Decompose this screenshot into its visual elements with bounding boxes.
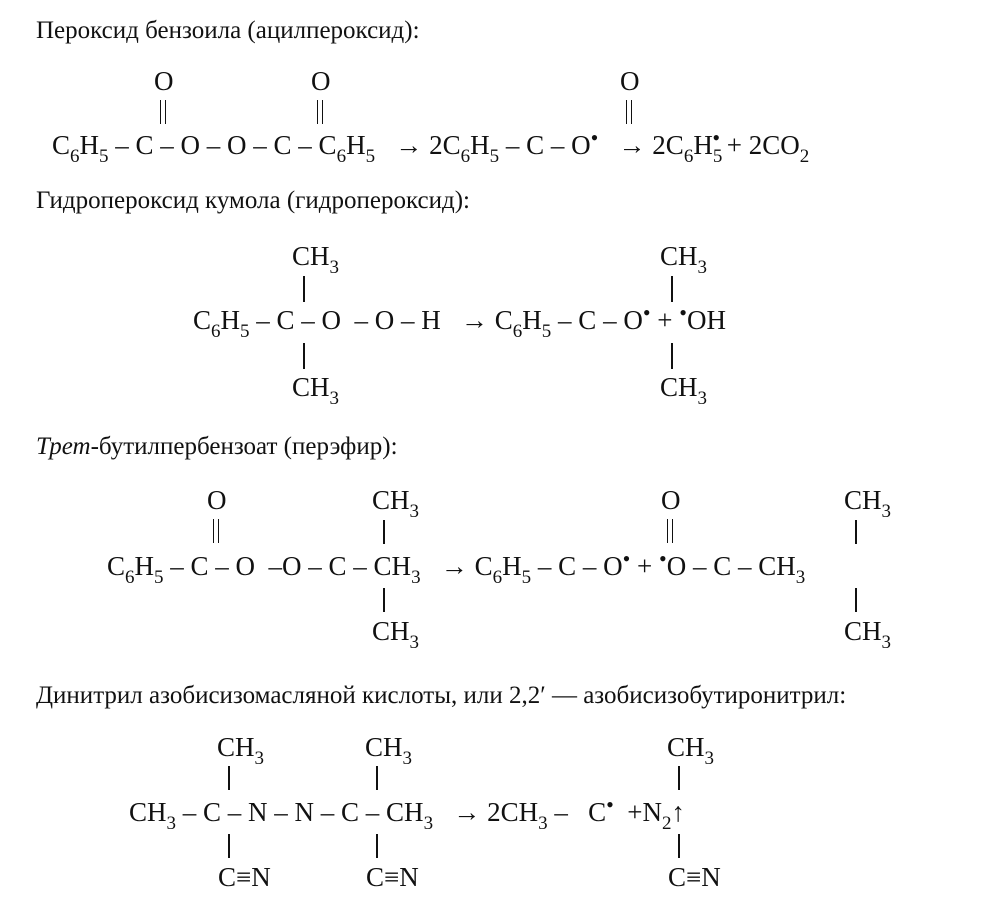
coefficient: 2 [748, 130, 763, 160]
oxygen-top-1: O [154, 66, 174, 96]
subscript: 6 [683, 146, 694, 167]
atom-o: O [571, 130, 591, 160]
atom-h: H [79, 130, 100, 160]
heading-azobisisobutyronitrile: Динитрил азобисизомасляной кислоты, или 2,2′ — азобисизобутиронитрил: [36, 682, 847, 709]
oxygen-top-4: O [207, 485, 227, 515]
bond: – [298, 130, 312, 160]
molecule-co: CO [762, 130, 800, 160]
subscript: 5 [712, 146, 723, 167]
atom-c: C [526, 130, 545, 160]
atom-h: H [470, 130, 490, 160]
methyl-top-6: $CH_3$ [365, 732, 413, 769]
subscript: 2 [799, 146, 810, 167]
bond: – [253, 130, 267, 160]
subscript: 5 [489, 146, 500, 167]
formula-line-1 [52, 125, 810, 167]
heading-cumene-hydroperoxide: Гидропероксид кумола (гидропероксид): [36, 187, 470, 214]
bond-vertical [376, 766, 378, 790]
double-bond-1 [160, 100, 166, 124]
bond-vertical [671, 276, 673, 302]
atom-c: C [52, 130, 71, 160]
bond-vertical [678, 834, 680, 858]
nitrile-3: C≡N [668, 862, 721, 892]
coefficient: 2 [429, 130, 443, 160]
bond: – [115, 130, 129, 160]
atom-c: C [665, 130, 684, 160]
formula-line-3: $C_6H_5$ – C – O –O – C – $CH_3$ → $C_6H_5 - C - O^• + ^•O - C - CH_3$ [107, 546, 806, 588]
heading-tert-butyl-perbenzoate: Трет-бутилпербензоат (перэфир): [36, 433, 398, 460]
bond-vertical [303, 276, 305, 302]
bond: – [505, 130, 520, 160]
bond-vertical [678, 766, 680, 790]
subscript: 6 [70, 146, 80, 167]
reaction-arrow: → [395, 130, 423, 160]
methyl-bottom-right: $CH_3$ [660, 372, 708, 409]
methyl-top-3: $CH_3$ [372, 485, 420, 522]
bond: – [160, 130, 174, 160]
methyl-top-left: $CH_3$ [292, 241, 340, 278]
radical-dot: • [712, 125, 721, 150]
atom-c: C [273, 130, 292, 160]
methyl-bottom-3: $CH_3$ [372, 616, 420, 653]
bond: – [206, 130, 221, 160]
atom-o: O [180, 130, 201, 160]
nitrile-2: C≡N [366, 862, 419, 892]
methyl-bottom-left: $CH_3$ [292, 372, 340, 409]
heading-benzoyl-peroxide: Пероксид бензоила (ацилпероксид): [36, 17, 420, 44]
coefficient: 2 [652, 130, 666, 160]
formula-line-4: $CH_3$ – C – N – N – C – $CH_3$ → $2CH_3$ – $C^• +N_2↑$ [129, 792, 686, 834]
subscript: 6 [460, 146, 471, 167]
methyl-top-4: $CH_3$ [844, 485, 892, 522]
oxygen-top-2: O [311, 66, 331, 96]
subscript: 6 [336, 146, 347, 167]
double-bond-3 [626, 100, 632, 124]
methyl-top-right: $CH_3$ [660, 241, 708, 278]
atom-c: C [318, 130, 337, 160]
double-bond-2 [317, 100, 323, 124]
atom-h: H [346, 130, 366, 160]
atom-h: H [693, 130, 713, 160]
methyl-top-7: $CH_3$ [667, 732, 715, 769]
bond-vertical [855, 520, 857, 544]
bond-vertical [228, 766, 230, 790]
radical-dot: • [590, 125, 599, 150]
bond-vertical [383, 588, 385, 612]
double-bond-4 [213, 519, 219, 543]
subscript: 5 [99, 146, 109, 167]
bond-vertical [376, 834, 378, 858]
oxygen-top-3: O [620, 66, 640, 96]
methyl-top-5: $CH_3$ [217, 732, 265, 769]
bond-vertical [303, 343, 305, 369]
formula-line-2: $C_6H_5$ – C – O – O – H → $C_6H_5 - C - O^• + ^•OH$ [193, 300, 726, 342]
bond-vertical [228, 834, 230, 858]
bond-vertical [671, 343, 673, 369]
atom-c: C [442, 130, 461, 160]
atom-o: O [227, 130, 247, 160]
bond-vertical [383, 520, 385, 544]
subscript: 5 [365, 146, 376, 167]
bond-vertical [855, 588, 857, 612]
atom-c: C [135, 130, 154, 160]
reaction-arrow: → [618, 130, 646, 160]
bond: – [550, 130, 565, 160]
oxygen-top-5: O [661, 485, 681, 515]
methyl-bottom-4: $CH_3$ [844, 616, 892, 653]
nitrile-1: C≡N [218, 862, 271, 892]
plus-sign: + [726, 130, 742, 160]
double-bond-5 [667, 519, 673, 543]
